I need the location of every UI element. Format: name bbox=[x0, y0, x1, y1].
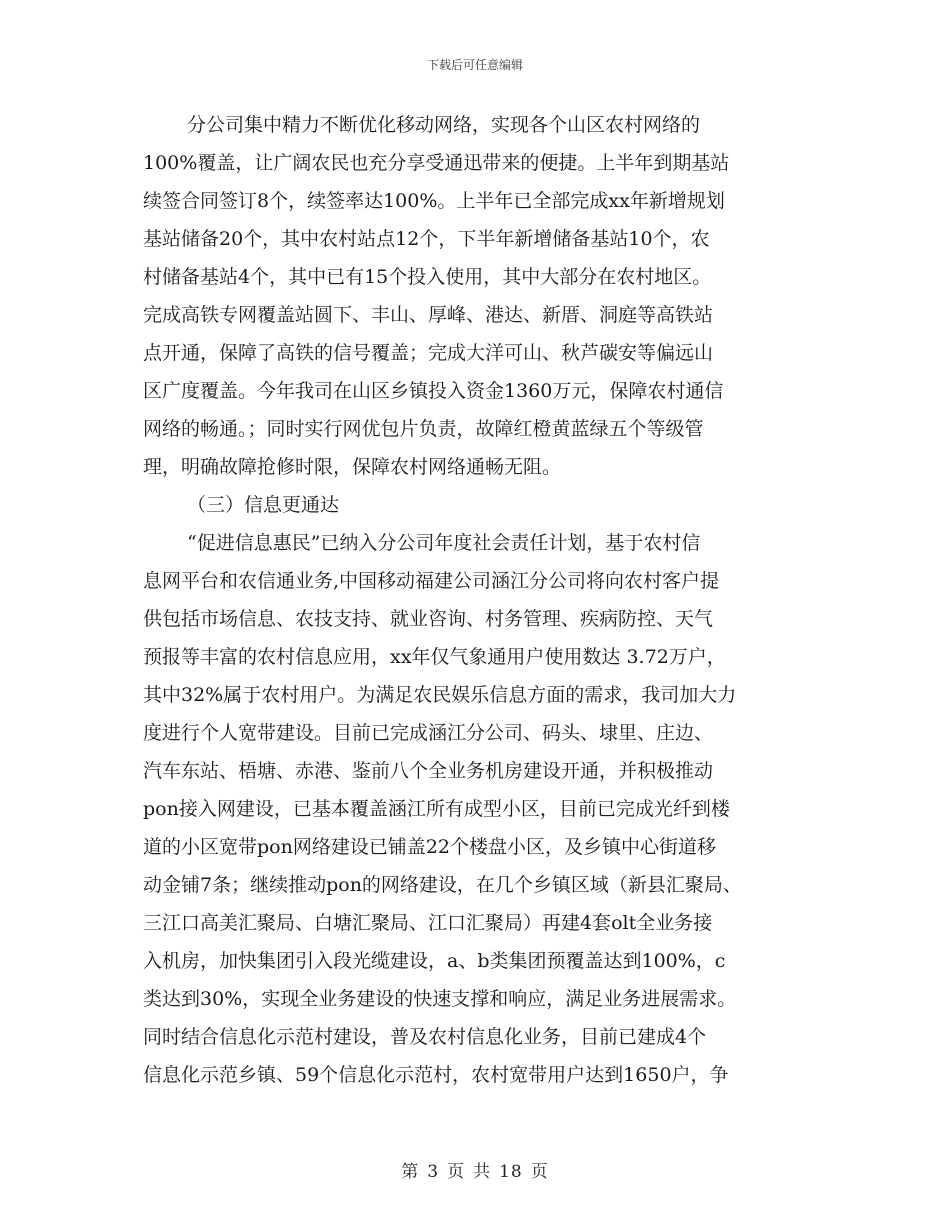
body-line: 村储备基站4个，其中已有15个投入使用，其中大部分在农村地区。 bbox=[143, 266, 712, 288]
footer-text-gong: 共 bbox=[473, 1162, 492, 1182]
body-line: 基站储备20个，其中农村站点12个，下半年新增储备基站10个，农 bbox=[143, 228, 710, 250]
body-line: 动金铺7条；继续推动pon的网络建设，在几个乡镇区域（新县汇聚局、 bbox=[143, 874, 742, 896]
body-line: 预报等丰富的农村信息应用，xx年仅气象通用户使用数达 3.72万户， bbox=[143, 646, 726, 668]
body-line: 入机房，加快集团引入段光缆建设，a、b类集团预覆盖达到100%，c bbox=[143, 950, 726, 972]
body-line: 分公司集中精力不断优化移动网络，实现各个山区农村网络的 bbox=[187, 114, 701, 136]
body-line: 信息化示范乡镇、59个信息化示范村，农村宽带用户达到1650户，争 bbox=[143, 1064, 729, 1086]
body-line: 点开通，保障了高铁的信号覆盖；完成大洋可山、秋芦碳安等偏远山 bbox=[143, 342, 714, 364]
body-line: 完成高铁专网覆盖站圆下、丰山、厚峰、港达、新厝、洞庭等高铁站 bbox=[143, 304, 714, 326]
body-line: 100%覆盖，让广阔农民也充分享受通迅带来的便捷。上半年到期基站 bbox=[143, 152, 730, 174]
body-line: 类达到30%，实现全业务建设的快速支撑和响应，满足业务进展需求。 bbox=[143, 988, 737, 1010]
body-line: 网络的畅通。；同时实行网优包片负责，故障红橙黄蓝绿五个等级管 bbox=[143, 418, 704, 440]
footer-text-di: 第 bbox=[401, 1162, 420, 1182]
body-line: 度进行个人宽带建设。目前已完成涵江分公司、码头、埭里、庄边、 bbox=[143, 722, 714, 744]
footer-page-number: 3 bbox=[427, 1162, 440, 1182]
page-footer bbox=[0, 1157, 950, 1182]
footer-text-ye: 页 bbox=[447, 1162, 466, 1182]
body-line: pon接入网建设，已基本覆盖涵江所有成型小区，目前已完成光纤到楼 bbox=[143, 798, 730, 820]
body-line: 其中32%属于农村用户。为满足农民娱乐信息方面的需求，我司加大力 bbox=[143, 684, 737, 706]
footer-text-ye2: 页 bbox=[530, 1162, 549, 1182]
body-line: 息网平台和农信通业务,中国移动福建公司涵江分公司将向农村客户提 bbox=[143, 570, 720, 592]
page-header-note: 下载后可任意编辑 bbox=[426, 58, 523, 72]
footer-total-pages: 18 bbox=[499, 1162, 523, 1182]
body-line: 道的小区宽带pon网络建设已铺盖22个楼盘小区，及乡镇中心街道移 bbox=[143, 836, 717, 858]
document-body bbox=[143, 106, 813, 1094]
body-line: 续签合同签订8个，续签率达100%。上半年已全部完成xx年新增规划 bbox=[143, 190, 725, 212]
body-line: 汽车东站、梧塘、赤港、鉴前八个全业务机房建设开通，并积极推动 bbox=[143, 760, 714, 782]
body-line: 同时结合信息化示范村建设，普及农村信息化业务，目前已建成4个 bbox=[143, 1026, 707, 1048]
body-line: “促进信息惠民”已纳入分公司年度社会责任计划，基于农村信 bbox=[187, 532, 701, 554]
section-heading: （三）信息更通达 bbox=[187, 494, 340, 516]
body-line: 理，明确故障抢修时限，保障农村网络通畅无阻。 bbox=[143, 456, 562, 478]
body-line: 供包括市场信息、农技支持、就业咨询、村务管理、疾病防控、天气 bbox=[143, 608, 714, 630]
body-line: 三江口高美汇聚局、白塘汇聚局、江口汇聚局）再建4套olt全业务接 bbox=[143, 912, 713, 934]
body-line: 区广度覆盖。今年我司在山区乡镇投入资金1360万元，保障农村通信 bbox=[143, 380, 724, 402]
